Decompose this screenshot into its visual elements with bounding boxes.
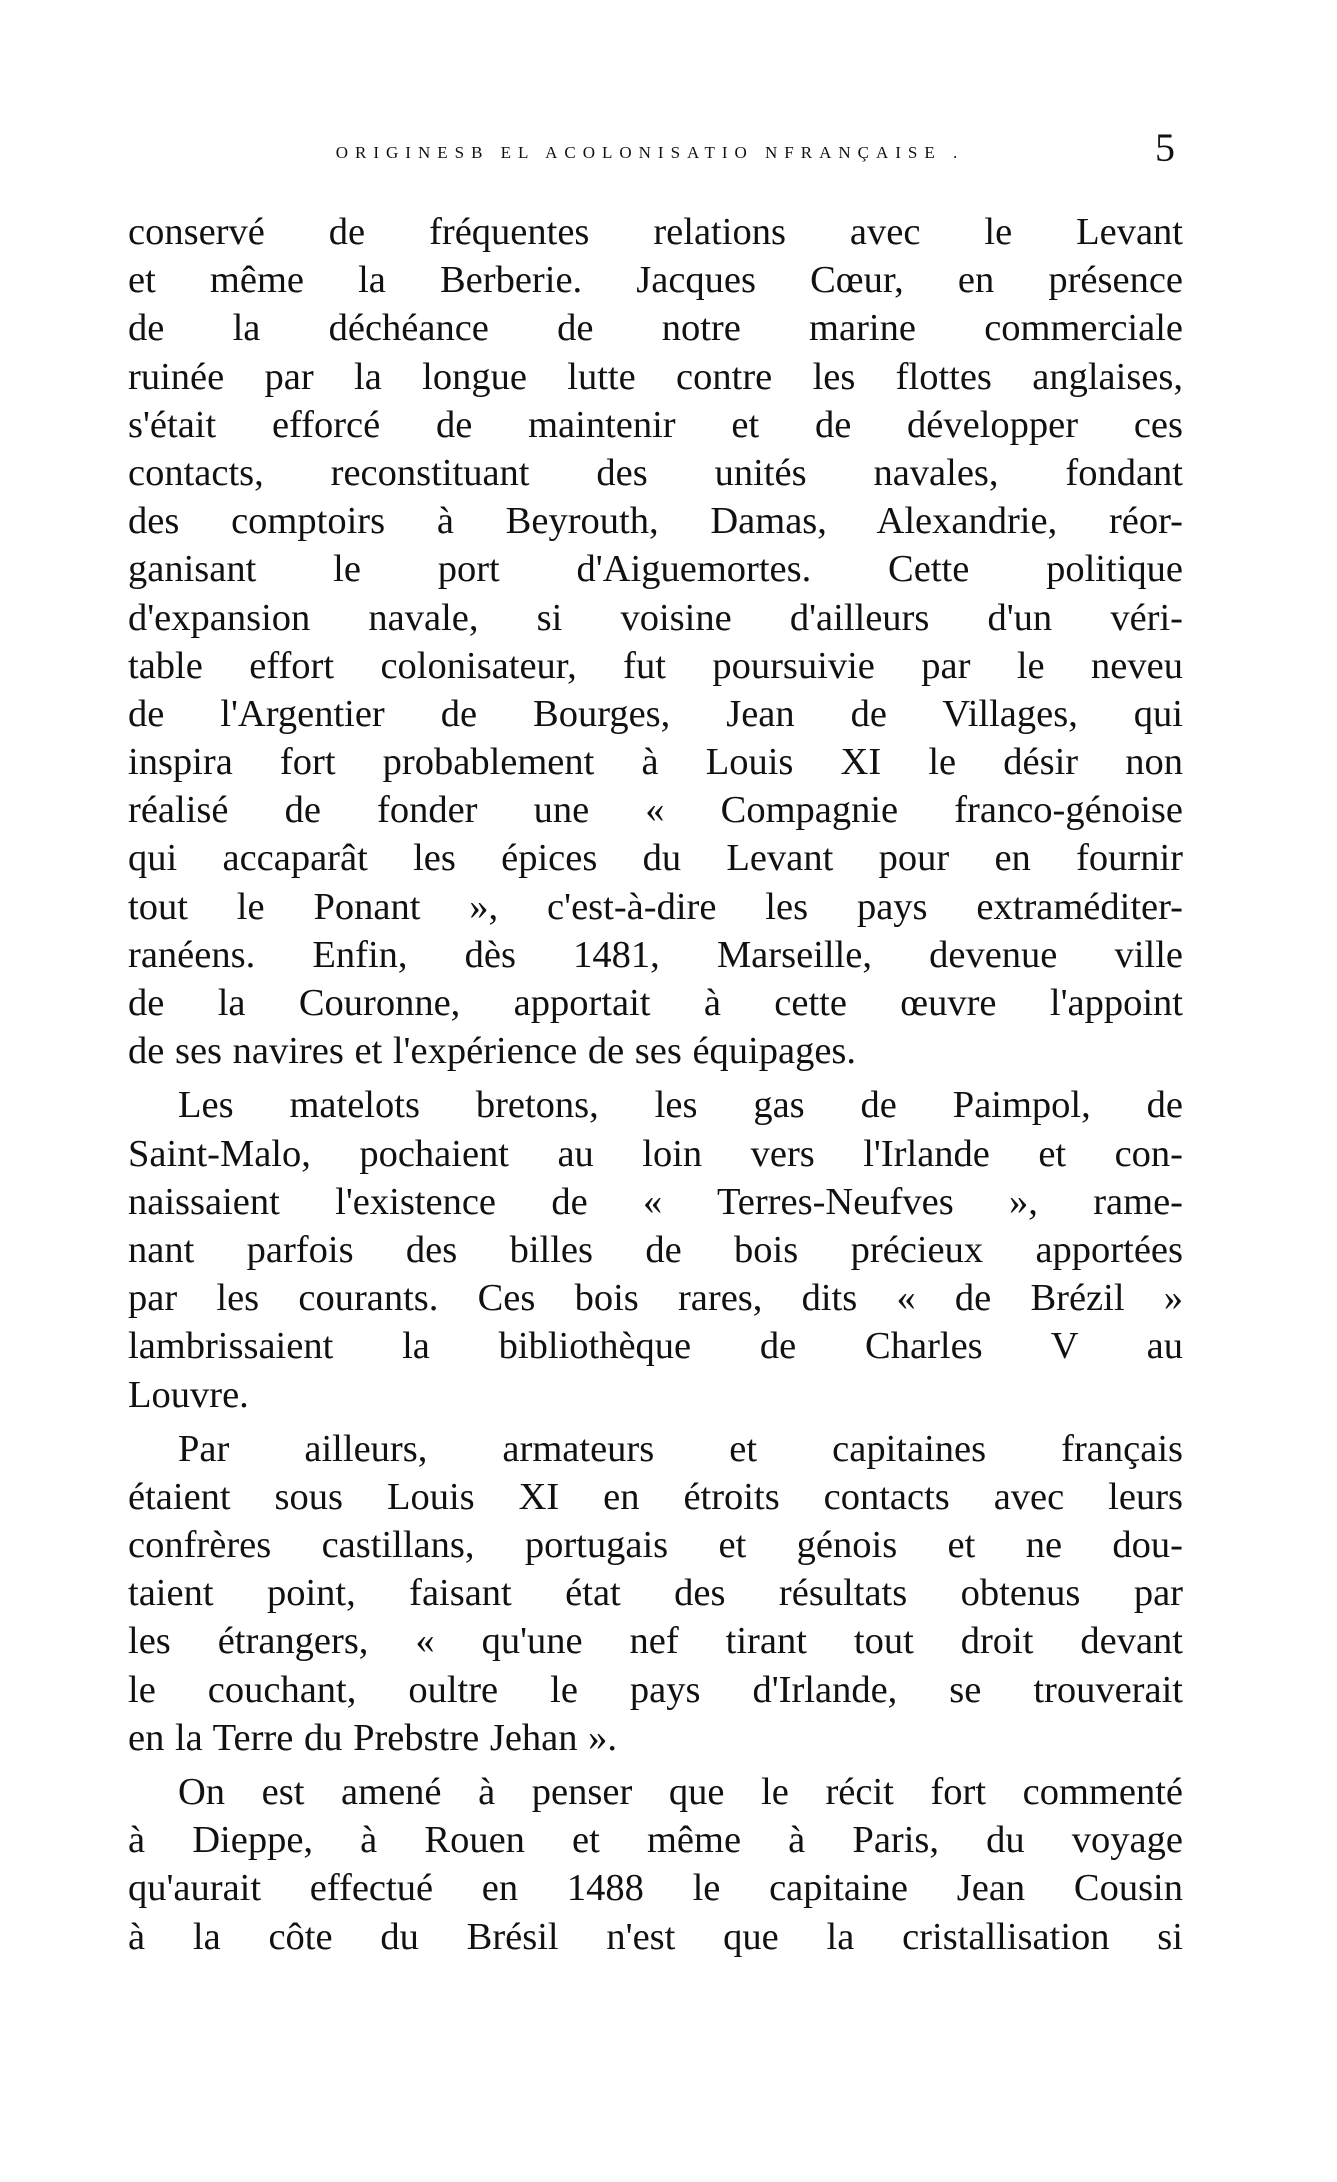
- text-line: qu'aurait effectué en 1488 le capitaine Jean Cousin: [128, 1867, 1183, 1910]
- running-header-title: ORIGINESB EL ACOLONISATIO NFRANÇAISE .: [335, 143, 965, 162]
- text-line: réalisé de fonder une « Compagnie franco-génoise: [128, 789, 1183, 832]
- page-number: 5: [1155, 125, 1175, 170]
- text-line: étaient sous Louis XI en étroits contacts avec leurs: [128, 1475, 1183, 1518]
- text-line: ruinée par la longue lutte contre les flottes anglaises,: [128, 355, 1183, 398]
- text-line: en la Terre du Prebstre Jehan ».: [128, 1716, 618, 1759]
- text-line: Par ailleurs, armateurs et capitaines français: [178, 1427, 1183, 1470]
- text-line: et même la Berberie. Jacques Cœur, en présence: [128, 259, 1183, 302]
- text-line: naissaient l'existence de « Terres-Neufves », rame-: [128, 1180, 1183, 1223]
- text-line: lambrissaient la bibliothèque de Charles V au: [128, 1325, 1183, 1368]
- text-line: Saint-Malo, pochaient au loin vers l'Irlande et con-: [128, 1132, 1183, 1175]
- text-line: les étrangers, « qu'une nef tirant tout droit devant: [128, 1620, 1183, 1663]
- paragraph-1: [128, 208, 1183, 1075]
- text-line: à Dieppe, à Rouen et même à Paris, du voyage: [128, 1819, 1183, 1862]
- text-line: le couchant, oultre le pays d'Irlande, se trouverait: [128, 1668, 1183, 1711]
- text-line: à la côte du Brésil n'est que la cristallisation si: [128, 1915, 1183, 1958]
- text-line: s'était efforcé de maintenir et de développer ces: [128, 403, 1183, 446]
- text-line: contacts, reconstituant des unités navales, fondant: [128, 451, 1183, 494]
- text-line: qui accaparât les épices du Levant pour en fournir: [128, 837, 1183, 880]
- text-line: taient point, faisant état des résultats obtenus par: [128, 1572, 1183, 1615]
- text-line: ranéens. Enfin, dès 1481, Marseille, devenue ville: [128, 933, 1183, 976]
- text-line: nant parfois des billes de bois précieux apportées: [128, 1228, 1183, 1271]
- text-line: Les matelots bretons, les gas de Paimpol, de: [178, 1084, 1183, 1127]
- paragraph-3: [128, 1425, 1183, 1762]
- text-line: confrères castillans, portugais et génois et ne dou-: [128, 1524, 1183, 1567]
- text-line: table effort colonisateur, fut poursuivie par le neveu: [128, 644, 1183, 687]
- body-text: [128, 208, 1183, 1961]
- text-line: inspira fort probablement à Louis XI le désir non: [128, 741, 1183, 784]
- text-line: tout le Ponant », c'est-à-dire les pays extraméditer-: [128, 885, 1183, 928]
- text-line: de la déchéance de notre marine commerciale: [128, 307, 1183, 350]
- text-line: ganisant le port d'Aiguemortes. Cette politique: [128, 548, 1183, 591]
- text-line: de l'Argentier de Bourges, Jean de Villages, qui: [128, 692, 1183, 735]
- text-line: de ses navires et l'expérience de ses équipages.: [128, 1030, 857, 1073]
- paragraph-2: [128, 1081, 1183, 1418]
- text-line: d'expansion navale, si voisine d'ailleurs d'un véri-: [128, 596, 1183, 639]
- text-line: de la Couronne, apportait à cette œuvre l'appoint: [128, 982, 1183, 1024]
- text-line: Louvre.: [128, 1373, 249, 1416]
- text-line: des comptoirs à Beyrouth, Damas, Alexandrie, réor-: [128, 500, 1183, 543]
- paragraph-4: [128, 1768, 1183, 1961]
- text-line: conservé de fréquentes relations avec le Levant: [128, 211, 1183, 253]
- text-line: On est amené à penser que le récit fort commenté: [178, 1771, 1183, 1813]
- text-line: par les courants. Ces bois rares, dits « de Brézil »: [128, 1277, 1183, 1320]
